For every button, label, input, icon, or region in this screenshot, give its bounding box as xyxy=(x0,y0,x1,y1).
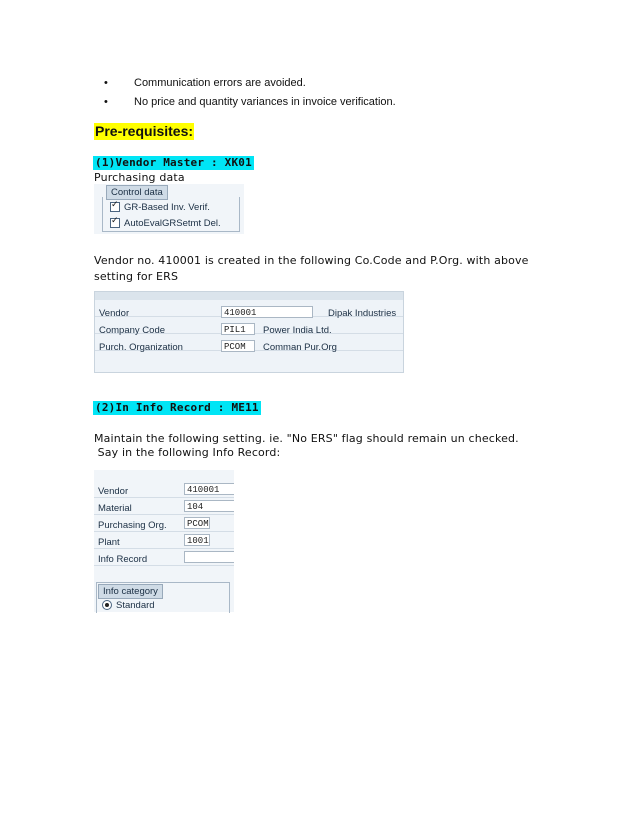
step1-paragraph-line1: Vendor no. 410001 is created in the following Co.Code and P.Org. with above xyxy=(94,254,529,267)
bullet-symbol: • xyxy=(104,77,108,89)
info-plant-label: Plant xyxy=(98,537,120,548)
info-record-field[interactable] xyxy=(184,551,234,563)
info-plant-field[interactable]: 1001 xyxy=(184,534,210,546)
checkbox-checked-icon xyxy=(110,202,120,212)
step1-paragraph-line2: setting for ERS xyxy=(94,270,179,283)
info-purchasing-org-label: Purchasing Org. xyxy=(98,520,167,531)
vendor-field[interactable]: 410001 xyxy=(221,306,313,318)
step2-paragraph-line2: Say in the following Info Record: xyxy=(94,446,281,459)
info-vendor-field[interactable]: 410001 xyxy=(184,483,234,495)
info-category-title: Info category xyxy=(98,584,163,599)
bullet-text: No price and quantity variances in invoice verification. xyxy=(134,96,396,108)
bullet-text: Communication errors are avoided. xyxy=(134,77,306,89)
bullet-item xyxy=(104,77,524,91)
bullet-item xyxy=(104,96,524,110)
info-record-panel xyxy=(94,470,234,612)
gr-based-inv-verif-checkbox[interactable] xyxy=(110,202,210,213)
auto-eval-gr-setmt-checkbox[interactable] xyxy=(110,218,221,229)
row-separator xyxy=(94,531,234,532)
vendor-label: Vendor xyxy=(99,308,130,319)
step2-heading: (2)In Info Record : ME11 xyxy=(95,401,259,414)
row-separator xyxy=(94,514,234,515)
step2-paragraph-line1: Maintain the following setting. ie. "No ERS" flag should remain un checked. xyxy=(94,432,519,445)
row-separator xyxy=(94,497,234,498)
info-record-label: Info Record xyxy=(98,554,148,565)
info-vendor-label: Vendor xyxy=(98,486,129,497)
standard-radio[interactable] xyxy=(102,600,155,611)
company-code-label: Company Code xyxy=(99,325,166,336)
prerequisites-heading: Pre-requisites: xyxy=(95,123,194,139)
checkbox-checked-icon xyxy=(110,218,120,228)
step1-heading: (1)Vendor Master : XK01 xyxy=(95,156,252,169)
checkbox-label: GR-Based Inv. Verif. xyxy=(124,202,210,213)
control-data-panel xyxy=(94,184,244,234)
info-material-field[interactable]: 104 xyxy=(184,500,234,512)
company-code-field[interactable]: PIL1 xyxy=(221,323,255,335)
checkbox-label: AutoEvalGRSetmt Del. xyxy=(124,218,221,229)
purch-organization-field[interactable]: PCOM xyxy=(221,340,255,352)
radio-selected-icon xyxy=(102,600,112,610)
panel-header-strip xyxy=(95,292,403,300)
purch-organization-description: Comman Pur.Org xyxy=(263,342,337,353)
row-separator xyxy=(94,548,234,549)
radio-label: Standard xyxy=(116,600,155,611)
purch-organization-label: Purch. Organization xyxy=(99,342,183,353)
row-separator xyxy=(94,565,234,566)
vendor-description: Dipak Industries xyxy=(328,308,397,319)
info-material-label: Material xyxy=(98,503,132,514)
control-data-title: Control data xyxy=(106,185,168,200)
step1-subtitle: Purchasing data xyxy=(94,171,185,184)
vendor-org-panel xyxy=(94,291,404,373)
company-code-description: Power India Ltd. xyxy=(263,325,332,336)
bullet-symbol: • xyxy=(104,96,108,108)
info-purchasing-org-field[interactable]: PCOM xyxy=(184,517,210,529)
